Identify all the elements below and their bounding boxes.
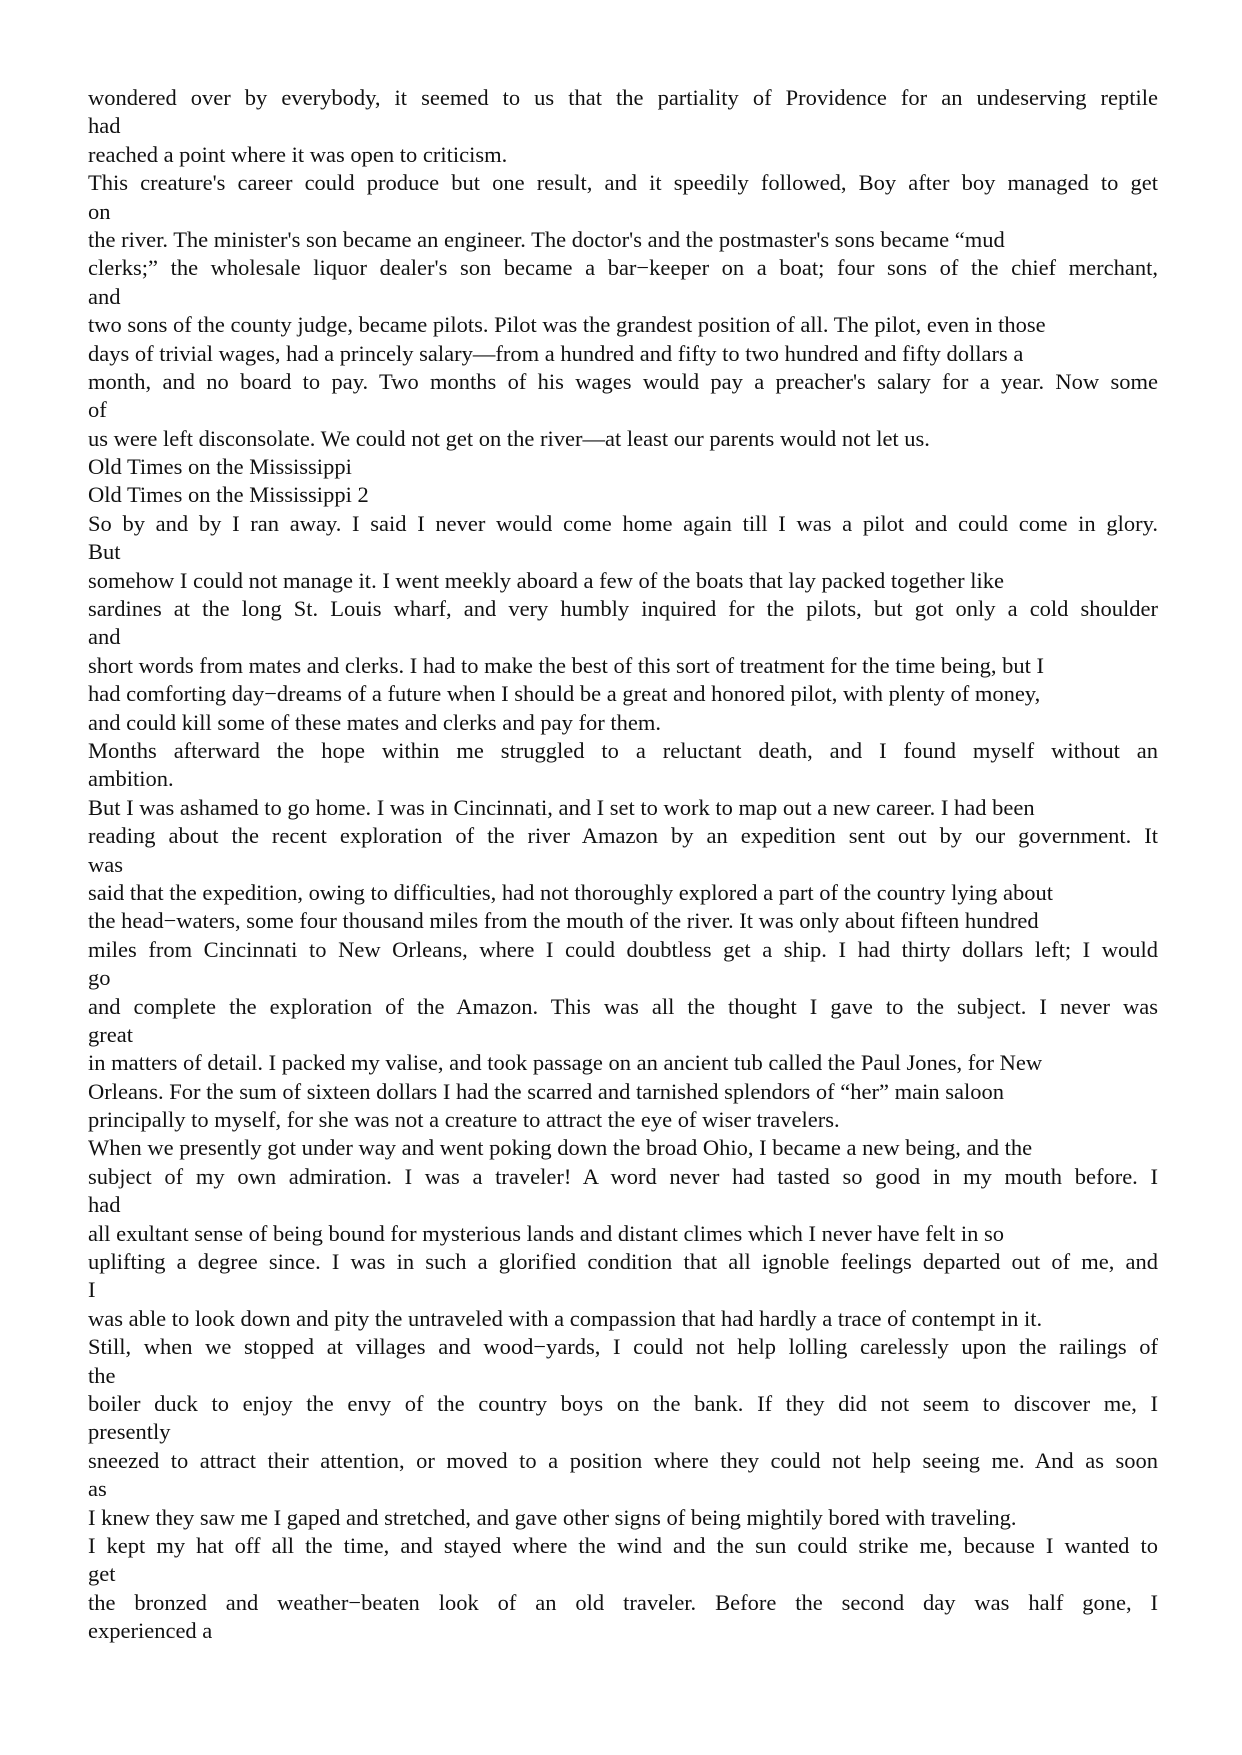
text-line: sneezed to attract their attention, or moved to a position where they could not help seeing me. And as soon (88, 1447, 1158, 1473)
text-line: and (88, 283, 121, 309)
text-line: the bronzed and weather−beaten look of an old traveler. Before the second day was half gone, I (88, 1589, 1158, 1615)
text-line: had comforting day−dreams of a future when I should be a great and honored pilot, with plenty of money, (88, 681, 1041, 707)
text-line: subject of my own admiration. I was a traveler! A word never had tasted so good in my mouth before. I (88, 1163, 1158, 1189)
text-line: boiler duck to enjoy the envy of the country boys on the bank. If they did not seem to discover me, I (88, 1390, 1158, 1416)
text-line: But (88, 539, 121, 565)
document-page (88, 84, 1158, 1645)
text-line: Old Times on the Mississippi (88, 454, 352, 480)
text-line: I (88, 1277, 96, 1303)
text-line: miles from Cincinnati to New Orleans, where I could doubtless get a ship. I had thirty dollars left; I would (88, 936, 1158, 962)
text-line: had (88, 113, 121, 139)
text-line: uplifting a degree since. I was in such a glorified condition that all ignoble feelings departed out of me, and (88, 1249, 1158, 1275)
text-line: When we presently got under way and went poking down the broad Ohio, I became a new being, and the (88, 1135, 1033, 1161)
text-line: short words from mates and clerks. I had to make the best of this sort of treatment for the time being, but I (88, 652, 1045, 678)
text-line: and could kill some of these mates and clerks and pay for them. (88, 709, 661, 735)
text-line: experienced a (88, 1618, 213, 1644)
text-line: So by and by I ran away. I said I never would come home again till I was a pilot and could come in glory. (88, 510, 1158, 536)
text-line: all exultant sense of being bound for mysterious lands and distant climes which I never have felt in so (88, 1220, 1005, 1246)
text-line: days of trivial wages, had a princely salary—from a hundred and fifty to two hundred and fifty dollars a (88, 340, 1024, 366)
text-line: somehow I could not manage it. I went meekly aboard a few of the boats that lay packed together like (88, 567, 1004, 593)
text-line: great (88, 1021, 133, 1047)
text-line: had (88, 1192, 121, 1218)
text-line: and (88, 624, 121, 650)
text-line: as (88, 1476, 107, 1502)
text-line: Orleans. For the sum of sixteen dollars I had the scarred and tarnished splendors of “her” main saloon (88, 1078, 1004, 1104)
text-line: Months afterward the hope within me struggled to a reluctant death, and I found myself without an (88, 737, 1158, 763)
text-line: I kept my hat off all the time, and stayed where the wind and the sun could strike me, because I wanted to (88, 1532, 1158, 1558)
text-line: said that the expedition, owing to difficulties, had not thoroughly explored a part of the country lying about (88, 879, 1054, 905)
text-line: month, and no board to pay. Two months of his wages would pay a preacher's salary for a year. Now some (88, 368, 1158, 394)
text-line: reached a point where it was open to criticism. (88, 141, 508, 167)
text-line: two sons of the county judge, became pilots. Pilot was the grandest position of all. The pilot, even in those (88, 312, 1046, 338)
text-line: ambition. (88, 766, 174, 792)
text-line: the river. The minister's son became an engineer. The doctor's and the postmaster's sons became “mud (88, 226, 1005, 252)
text-line: of (88, 397, 107, 423)
text-line: reading about the recent exploration of the river Amazon by an expedition sent out by our government. It (88, 823, 1158, 849)
text-line: go (88, 965, 111, 991)
text-line: the (88, 1362, 116, 1388)
text-line: But I was ashamed to go home. I was in Cincinnati, and I set to work to map out a new career. I had been (88, 794, 1035, 820)
text-line: I knew they saw me I gaped and stretched, and gave other signs of being mightily bored with traveling. (88, 1504, 1017, 1530)
text-line: presently (88, 1419, 171, 1445)
text-line: get (88, 1561, 116, 1587)
text-line: in matters of detail. I packed my valise, and took passage on an ancient tub called the Paul Jones, for New (88, 1050, 1043, 1076)
text-line: clerks;” the wholesale liquor dealer's son became a bar−keeper on a boat; four sons of the chief merchant, (88, 255, 1158, 281)
text-line: the head−waters, some four thousand miles from the mouth of the river. It was only about fifteen hundred (88, 908, 1039, 934)
text-line: and complete the exploration of the Amazon. This was all the thought I gave to the subject. I never was (88, 993, 1158, 1019)
text-line: Still, when we stopped at villages and wood−yards, I could not help lolling carelessly upon the railings of (88, 1334, 1158, 1360)
text-line: principally to myself, for she was not a creature to attract the eye of wiser travelers. (88, 1107, 840, 1133)
text-line: was (88, 851, 123, 877)
text-line: was able to look down and pity the untraveled with a compassion that had hardly a trace of contempt in it. (88, 1305, 1043, 1331)
text-line: on (88, 198, 111, 224)
text-line: Old Times on the Mississippi 2 (88, 482, 369, 508)
text-line: wondered over by everybody, it seemed to us that the partiality of Providence for an undeserving reptile (88, 85, 1158, 110)
text-line: This creature's career could produce but one result, and it speedily followed, Boy after boy managed to get (88, 170, 1158, 196)
text-line: sardines at the long St. Louis wharf, and very humbly inquired for the pilots, but got only a cold shoulder (88, 596, 1158, 622)
text-line: us were left disconsolate. We could not get on the river—at least our parents would not let us. (88, 425, 930, 451)
